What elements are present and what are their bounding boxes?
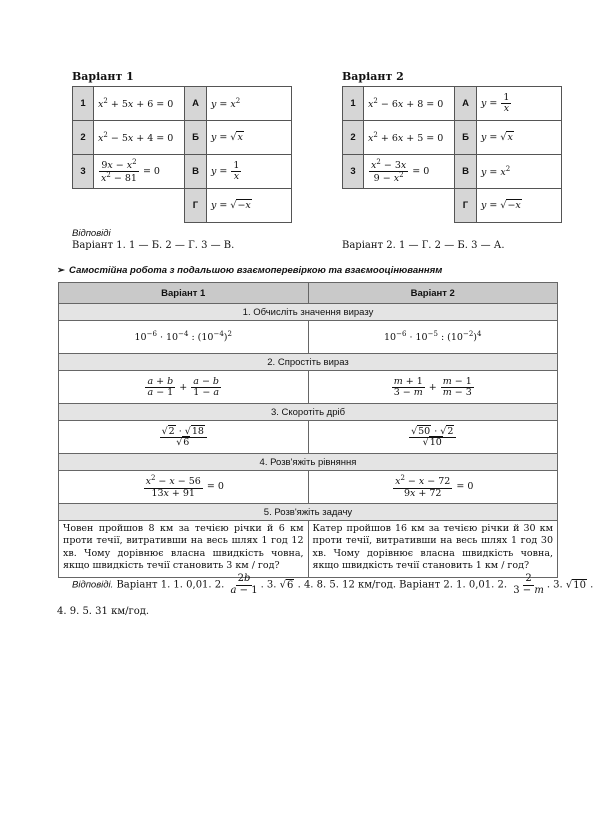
task-title: 2. Спростіть вираз — [59, 354, 558, 371]
variant1-title: Варіант 1 — [72, 70, 134, 83]
table-row — [59, 421, 558, 454]
table-row — [73, 87, 292, 121]
function: $y = x^2$ — [207, 87, 292, 121]
table-row — [59, 521, 558, 578]
expression: $\frac{m + 1}{3 - m}$ + $\frac{m - 1}{m - 3}$ — [308, 371, 558, 404]
task-title: 3. Скоротіть дріб — [59, 404, 558, 421]
row-number: 2 — [343, 121, 364, 155]
row-letter: В — [185, 155, 207, 189]
column-header-variant1: Варіант 1 — [59, 283, 309, 304]
table-row — [343, 189, 562, 223]
row-number: 1 — [343, 87, 364, 121]
row-number: 2 — [73, 121, 94, 155]
variant1-match-table — [72, 86, 292, 223]
row-letter: А — [185, 87, 207, 121]
equation: $x^2 - 6x + 8 = 0$ — [364, 87, 455, 121]
function: y = √x — [477, 121, 562, 155]
problem-variant2: Катер пройшов 16 км за течією річки й 30 км проти течії, витративши на весь шлях 1 год 30 хв. Чому дорівнює власна швидкість човна, якщо швидкість течії становить 1 км / год? — [308, 521, 558, 578]
equation: $\frac{9x - x^2}{x^2 - 81}$ = 0 — [94, 155, 185, 189]
table-row — [59, 354, 558, 371]
function: y = $\frac{1}{x}$ — [477, 87, 562, 121]
final-answers-label: Відповіді. — [72, 579, 114, 591]
row-letter: Г — [185, 189, 207, 223]
equation: $x^2 + 6x + 5 = 0$ — [364, 121, 455, 155]
row-letter: Г — [455, 189, 477, 223]
final-answers-line2: 4. 9. 5. 31 км/год. — [57, 606, 150, 617]
function: y = √−x — [207, 189, 292, 223]
function: y = √x — [207, 121, 292, 155]
table-row — [343, 121, 562, 155]
row-letter: Б — [185, 121, 207, 155]
table-row — [343, 87, 562, 121]
problem-variant1: Човен пройшов 8 км за течією річки й 6 км проти течії, витративши на весь шлях 1 год 12 хв. Чому дорівнює власна швидкість човна, якщо швидкість течії становить 3 км / год? — [59, 521, 309, 578]
equation: $x^2 - 5x + 4 = 0$ — [94, 121, 185, 155]
task-title: 5. Розв'яжіть задачу — [59, 504, 558, 521]
variant2-title: Варіант 2 — [342, 70, 404, 83]
expression: $\frac{√50 \cdot √2}{√10}$ — [308, 421, 558, 454]
function: y = $\frac{1}{x}$ — [207, 155, 292, 189]
answers-label: Відповіді — [72, 228, 111, 239]
task-title: 4. Розв'яжіть рівняння — [59, 454, 558, 471]
table-row — [59, 304, 558, 321]
equation: $x^2 + 5x + 6 = 0$ — [94, 87, 185, 121]
equation: $\frac{x^2 - x - 56}{13x + 91}$ = 0 — [59, 471, 309, 504]
arrow-icon: ➢ — [57, 265, 65, 276]
table-row — [73, 189, 292, 223]
section-heading — [57, 265, 442, 276]
table-row — [59, 283, 558, 304]
table-row — [59, 321, 558, 354]
row-letter: Б — [455, 121, 477, 155]
answers-variant2: Варіант 2. 1 — Г. 2 — Б. 3 — А. — [342, 240, 505, 251]
table-row — [343, 155, 562, 189]
equation: $\frac{x^2 - x - 72}{9x + 72}$ = 0 — [308, 471, 558, 504]
work-table — [58, 282, 558, 578]
function: y = √−x — [477, 189, 562, 223]
table-row — [59, 471, 558, 504]
table-row — [73, 121, 292, 155]
table-row — [59, 371, 558, 404]
row-number: 3 — [73, 155, 94, 189]
answers-variant1: Варіант 1. 1 — Б. 2 — Г. 3 — В. — [72, 240, 235, 251]
column-header-variant2: Варіант 2 — [308, 283, 558, 304]
task-title: 1. Обчисліть значення виразу — [59, 304, 558, 321]
row-letter: А — [455, 87, 477, 121]
expression: $10^{-6} \cdot 10^{-4}$ : $(10^{-4})^2$ — [59, 321, 309, 354]
expression: $\frac{a + b}{a - 1}$ + $\frac{a - b}{1 - a}$ — [59, 371, 309, 404]
variant2-match-table — [342, 86, 562, 223]
row-letter: В — [455, 155, 477, 189]
row-number: 3 — [343, 155, 364, 189]
expression: $\frac{√2 \cdot √18}{√6}$ — [59, 421, 309, 454]
section-heading-text: Самостійна робота з подальшою взаємоперевіркою та взаємооцінюванням — [68, 265, 443, 276]
table-row — [59, 404, 558, 421]
table-row — [59, 454, 558, 471]
expression: $10^{-6} \cdot 10^{-5}$ : $(10^{-2})^4$ — [308, 321, 558, 354]
final-answers: Відповіді. Варіант 1. 1. 0,01. 2. $\frac{2b}{a - 1}$ . 3. √6 . 4. 8. 5. 12 км/год. Варіант 2. 1. 0,01. 2. $\frac{2}{3 - m}$ . 3. √10 . — [72, 573, 594, 596]
table-row — [59, 504, 558, 521]
equation: $\frac{x^2 - 3x}{9 - x^2}$ = 0 — [364, 155, 455, 189]
function: $y = x^2$ — [477, 155, 562, 189]
table-row — [73, 155, 292, 189]
row-number: 1 — [73, 87, 94, 121]
